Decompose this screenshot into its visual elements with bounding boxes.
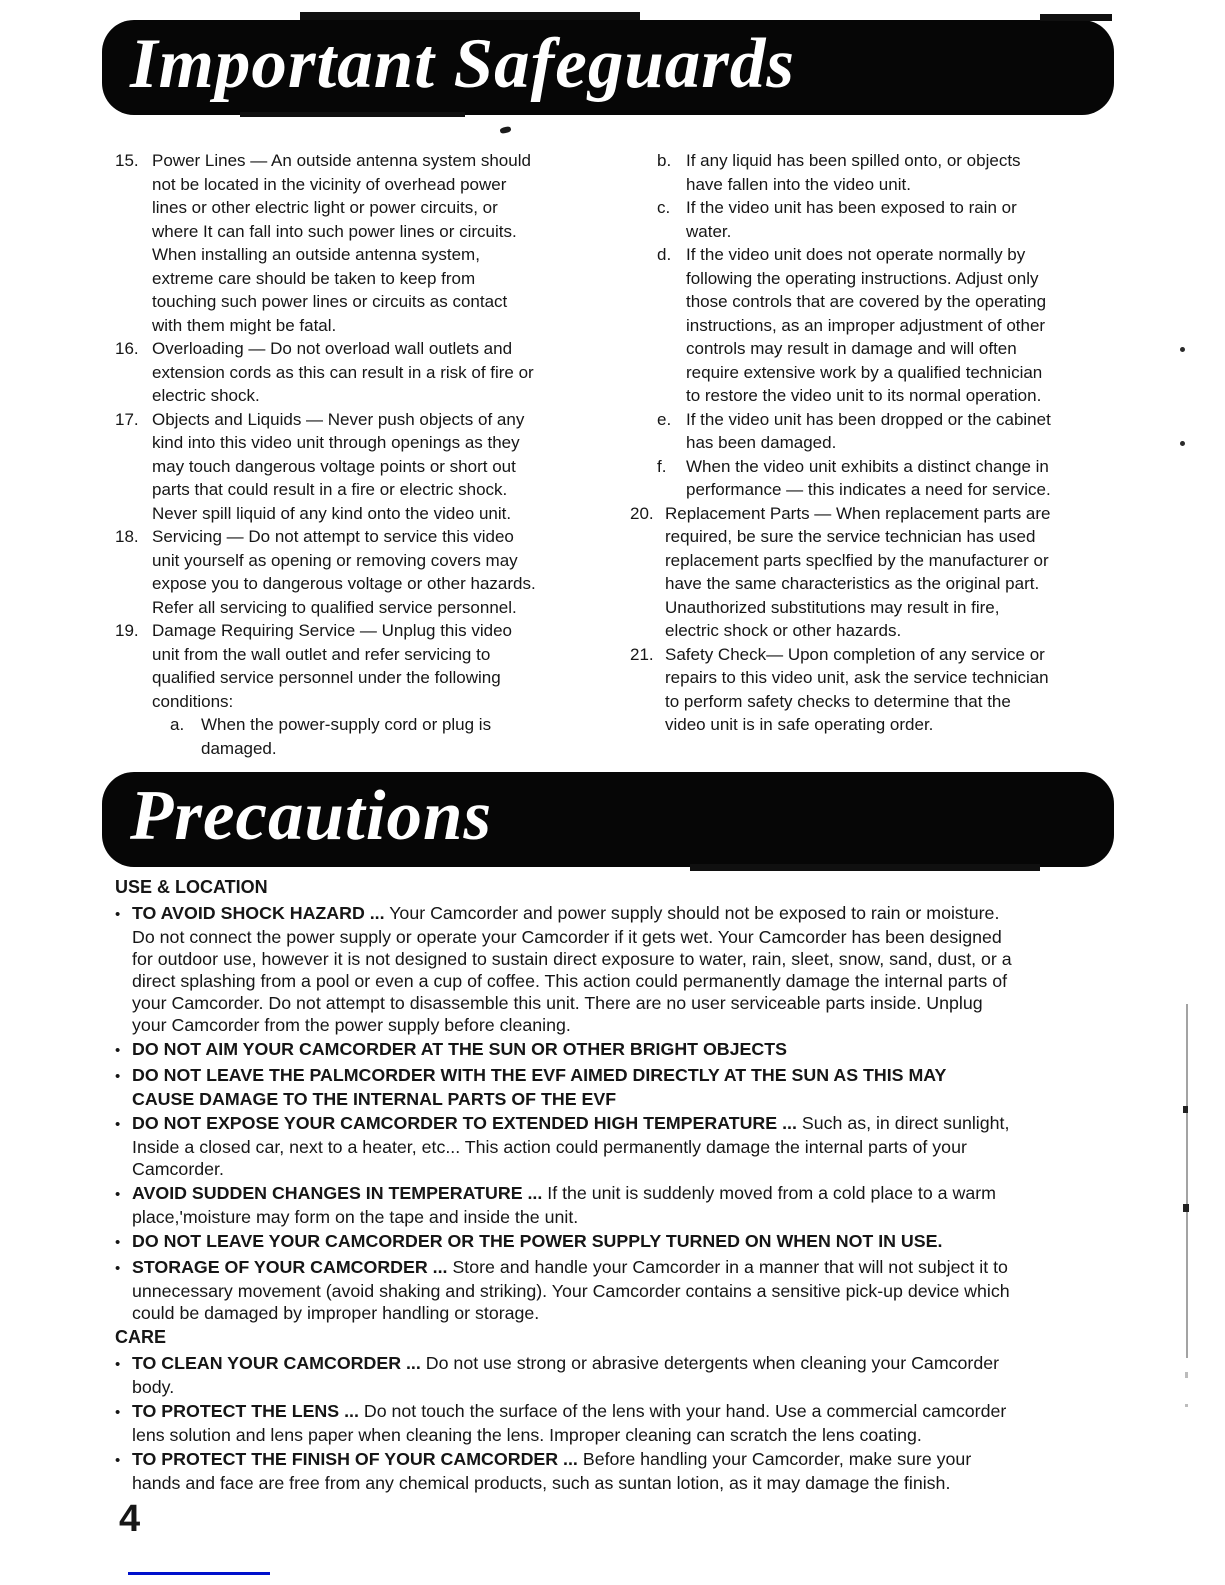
scan-smudge xyxy=(240,112,465,117)
bullet-icon: • xyxy=(115,1356,121,1373)
safeguard-item-19 xyxy=(115,619,597,713)
safeguards-banner-title: Important Safeguards xyxy=(130,25,796,103)
scan-speck xyxy=(1183,1106,1188,1113)
section-heading-use-location: USE & LOCATION xyxy=(115,877,268,897)
safeguard-item-20 xyxy=(630,502,1123,643)
safeguard-item-17 xyxy=(115,408,597,526)
bullet-icon: • xyxy=(115,1260,121,1277)
precaution-bullet xyxy=(115,1352,1127,1398)
bullet-icon: • xyxy=(115,1116,121,1133)
item-label: 16. xyxy=(115,339,139,358)
precaution-bullet xyxy=(115,902,1127,1036)
safeguard-item-a xyxy=(170,713,597,760)
page-number: 4 xyxy=(119,1498,141,1540)
safeguard-item-21 xyxy=(630,643,1123,737)
item-text: Safety Check— Upon completion of any service or repairs to this video unit, ask the service technician to perform safety checks to determine that the video unit is in safe operating order. xyxy=(665,644,1049,734)
scan-line-artifact xyxy=(1186,1004,1188,1358)
bullet-lead-text: TO PROTECT THE LENS ... xyxy=(132,1401,359,1421)
item-label: 20. xyxy=(630,503,654,523)
scan-speck xyxy=(1180,441,1185,446)
safeguards-right-column xyxy=(630,149,1123,760)
safeguard-item-d xyxy=(657,243,1123,408)
item-text: If any liquid has been spilled onto, or objects have fallen into the video unit. xyxy=(686,151,1021,194)
bullet-lead-text: TO AVOID SHOCK HAZARD ... xyxy=(132,903,385,923)
bullet-icon: • xyxy=(115,1234,121,1251)
safeguard-item-16 xyxy=(115,337,597,408)
safeguard-item-15 xyxy=(115,149,597,337)
item-label: 19. xyxy=(115,621,139,640)
precautions-body xyxy=(115,876,1127,1496)
bullet-icon: • xyxy=(115,906,121,923)
bullet-icon: • xyxy=(115,1068,121,1085)
item-label: a. xyxy=(170,715,185,734)
safeguards-left-column xyxy=(115,149,597,760)
item-text: Servicing — Do not attempt to service this video unit yourself as opening or removing covers may expose you to dangerous voltage or other hazards. Refer all servicing to qualified service personnel. xyxy=(152,527,536,617)
safeguard-item-b xyxy=(657,149,1123,196)
scan-smudge xyxy=(1040,14,1112,21)
item-label: 21. xyxy=(630,644,654,664)
bullet-body-text: Before handling your Camcorder, make sure your hands and face are free from any chemical products, such as suntan lotion, as it may damage the finish. xyxy=(132,1449,972,1493)
bullet-icon: • xyxy=(115,1452,121,1469)
scan-speck xyxy=(1185,1372,1188,1378)
bullet-lead-text: TO PROTECT THE FINISH OF YOUR CAMCORDER ... xyxy=(132,1449,578,1469)
bullet-body-text: Do not touch the surface of the lens with your hand. Use a commercial camcorder lens solution and lens paper when cleaning the lens. Improper cleaning can scratch the lens coating. xyxy=(132,1401,1007,1445)
safeguard-item-c xyxy=(657,196,1123,243)
item-label: b. xyxy=(657,151,672,170)
item-text: Damage Requiring Service — Unplug this video unit from the wall outlet and refer servicing to qualified service personnel under the following conditions: xyxy=(152,621,513,711)
precaution-bullet xyxy=(115,1112,1127,1180)
bullet-body-text: If the unit is suddenly moved from a cold place to a warm place,'moisture may form on the tape and inside the unit. xyxy=(132,1183,996,1227)
precaution-bullet xyxy=(115,1256,1127,1324)
scan-speck xyxy=(1183,1204,1189,1212)
item-text: Power Lines — An outside antenna system should not be located in the vicinity of overhead power lines or other electric light or power circuits, or where It can fall into such power lines or circuits. When installing an outside antenna system, extreme care should be taken to keep from touching such power lines or circuits as contact with them might be fatal. xyxy=(152,151,531,335)
safeguard-item-e xyxy=(657,408,1123,455)
scan-speck xyxy=(1180,347,1185,352)
safeguard-item-f xyxy=(657,455,1123,502)
item-text: If the video unit does not operate normally by following the operating instructions. Adjust only those controls that are covered by the operating instructions, as an improper adjustment of other controls may result in damage and will often require extensive work by a qualified technician to restore the video unit to its normal operation. xyxy=(686,245,1047,405)
scan-smudge xyxy=(300,12,640,20)
bullet-lead-text: TO CLEAN YOUR CAMCORDER ... xyxy=(132,1353,421,1373)
scan-smudge xyxy=(690,864,1040,871)
item-text: If the video unit has been dropped or the cabinet has been damaged. xyxy=(686,409,1051,452)
safeguards-banner xyxy=(102,20,1114,115)
bullet-lead-text: DO NOT EXPOSE YOUR CAMCORDER TO EXTENDED HIGH TEMPERATURE ... xyxy=(132,1113,797,1133)
scan-speck xyxy=(499,126,511,134)
bullet-lead-text: AVOID SUDDEN CHANGES IN TEMPERATURE ... xyxy=(132,1183,543,1203)
safeguard-item-18 xyxy=(115,525,597,619)
item-text: When the power-supply cord or plug is damaged. xyxy=(201,715,492,758)
item-text: When the video unit exhibits a distinct change in performance — this indicates a need for service. xyxy=(686,456,1051,499)
item-label: 17. xyxy=(115,409,139,429)
item-label: d. xyxy=(657,245,672,264)
precaution-bullet xyxy=(115,1448,1127,1494)
scan-speck xyxy=(1185,1404,1188,1407)
precaution-bullet xyxy=(115,1400,1127,1446)
bullet-icon: • xyxy=(115,1186,121,1203)
bullet-lead-text: DO NOT AIM YOUR CAMCORDER AT THE SUN OR OTHER BRIGHT OBJECTS xyxy=(132,1039,787,1059)
bullet-icon: • xyxy=(115,1404,121,1421)
precaution-bullet xyxy=(115,1182,1127,1228)
precautions-banner xyxy=(102,772,1114,867)
bullet-lead-text: DO NOT LEAVE THE PALMCORDER WITH THE EVF AIMED DIRECTLY AT THE SUN AS THIS MAY CAUSE DAMAGE TO THE INTERNAL PARTS OF THE EVF xyxy=(132,1065,947,1109)
bullet-body-text: Do not use strong or abrasive detergents when cleaning your Camcorder body. xyxy=(132,1353,1000,1397)
bullet-lead-text: STORAGE OF YOUR CAMCORDER ... xyxy=(132,1257,448,1277)
item-label: c. xyxy=(657,198,671,217)
bullet-body-text: Such as, in direct sunlight, Inside a closed car, next to a heater, etc... This action could permanently damage the internal parts of your Camcorder. xyxy=(132,1113,1010,1179)
section-heading-care: CARE xyxy=(115,1327,167,1347)
bullet-lead-text: DO NOT LEAVE YOUR CAMCORDER OR THE POWER SUPPLY TURNED ON WHEN NOT IN USE. xyxy=(132,1231,943,1251)
item-text: Objects and Liquids — Never push objects of any kind into this video unit through openings as they may touch dangerous voltage points or short out parts that could result in a fire or electric shock. Never spill liquid of any kind onto the video unit. xyxy=(152,409,525,523)
item-label: 15. xyxy=(115,151,139,170)
item-text: Replacement Parts — When replacement parts are required, be sure the service technician has used replacement parts speclfied by the manufacturer or have the same characteristics as the original part. Unauthorized substitutions may result in fire, electric shock or other hazards. xyxy=(665,503,1051,640)
bullet-icon: • xyxy=(115,1042,121,1059)
item-label: 18. xyxy=(115,527,139,546)
bullet-body-text: Your Camcorder and power supply should not be exposed to rain or moisture. Do not connect the power supply or operate your Camcorder if it gets wet. Your Camcorder has been designed for outdoor use, however it is not designed to sustain direct exposure to water, rain, sleet, snow, sand, dust, or a direct splashing from a pool or even a cup of coffee. This action could permanently damage the internal parts of your Camcorder. Do not attempt to disassemble this unit. There are no user serviceable parts inside. Unplug your Camcorder from the power supply before cleaning. xyxy=(132,903,1012,1035)
precautions-banner-title: Precautions xyxy=(130,777,493,855)
bullet-body-text: Store and handle your Camcorder in a manner that will not subject it to unnecessary movement (avoid shaking and striking). Your Camcorder contains a sensitive pick-up device which could be damaged by improper handling or storage. xyxy=(132,1257,1010,1323)
item-label: f. xyxy=(657,456,667,476)
footer-blue-line xyxy=(128,1572,270,1575)
safeguards-columns xyxy=(115,149,1120,760)
precaution-bullet xyxy=(115,1230,1127,1254)
item-text: If the video unit has been exposed to rain or water. xyxy=(686,198,1017,241)
item-label: e. xyxy=(657,409,672,429)
precaution-bullet xyxy=(115,1064,1127,1110)
item-text: Overloading — Do not overload wall outlets and extension cords as this can result in a risk of fire or electric shock. xyxy=(152,339,534,405)
precaution-bullet xyxy=(115,1038,1127,1062)
